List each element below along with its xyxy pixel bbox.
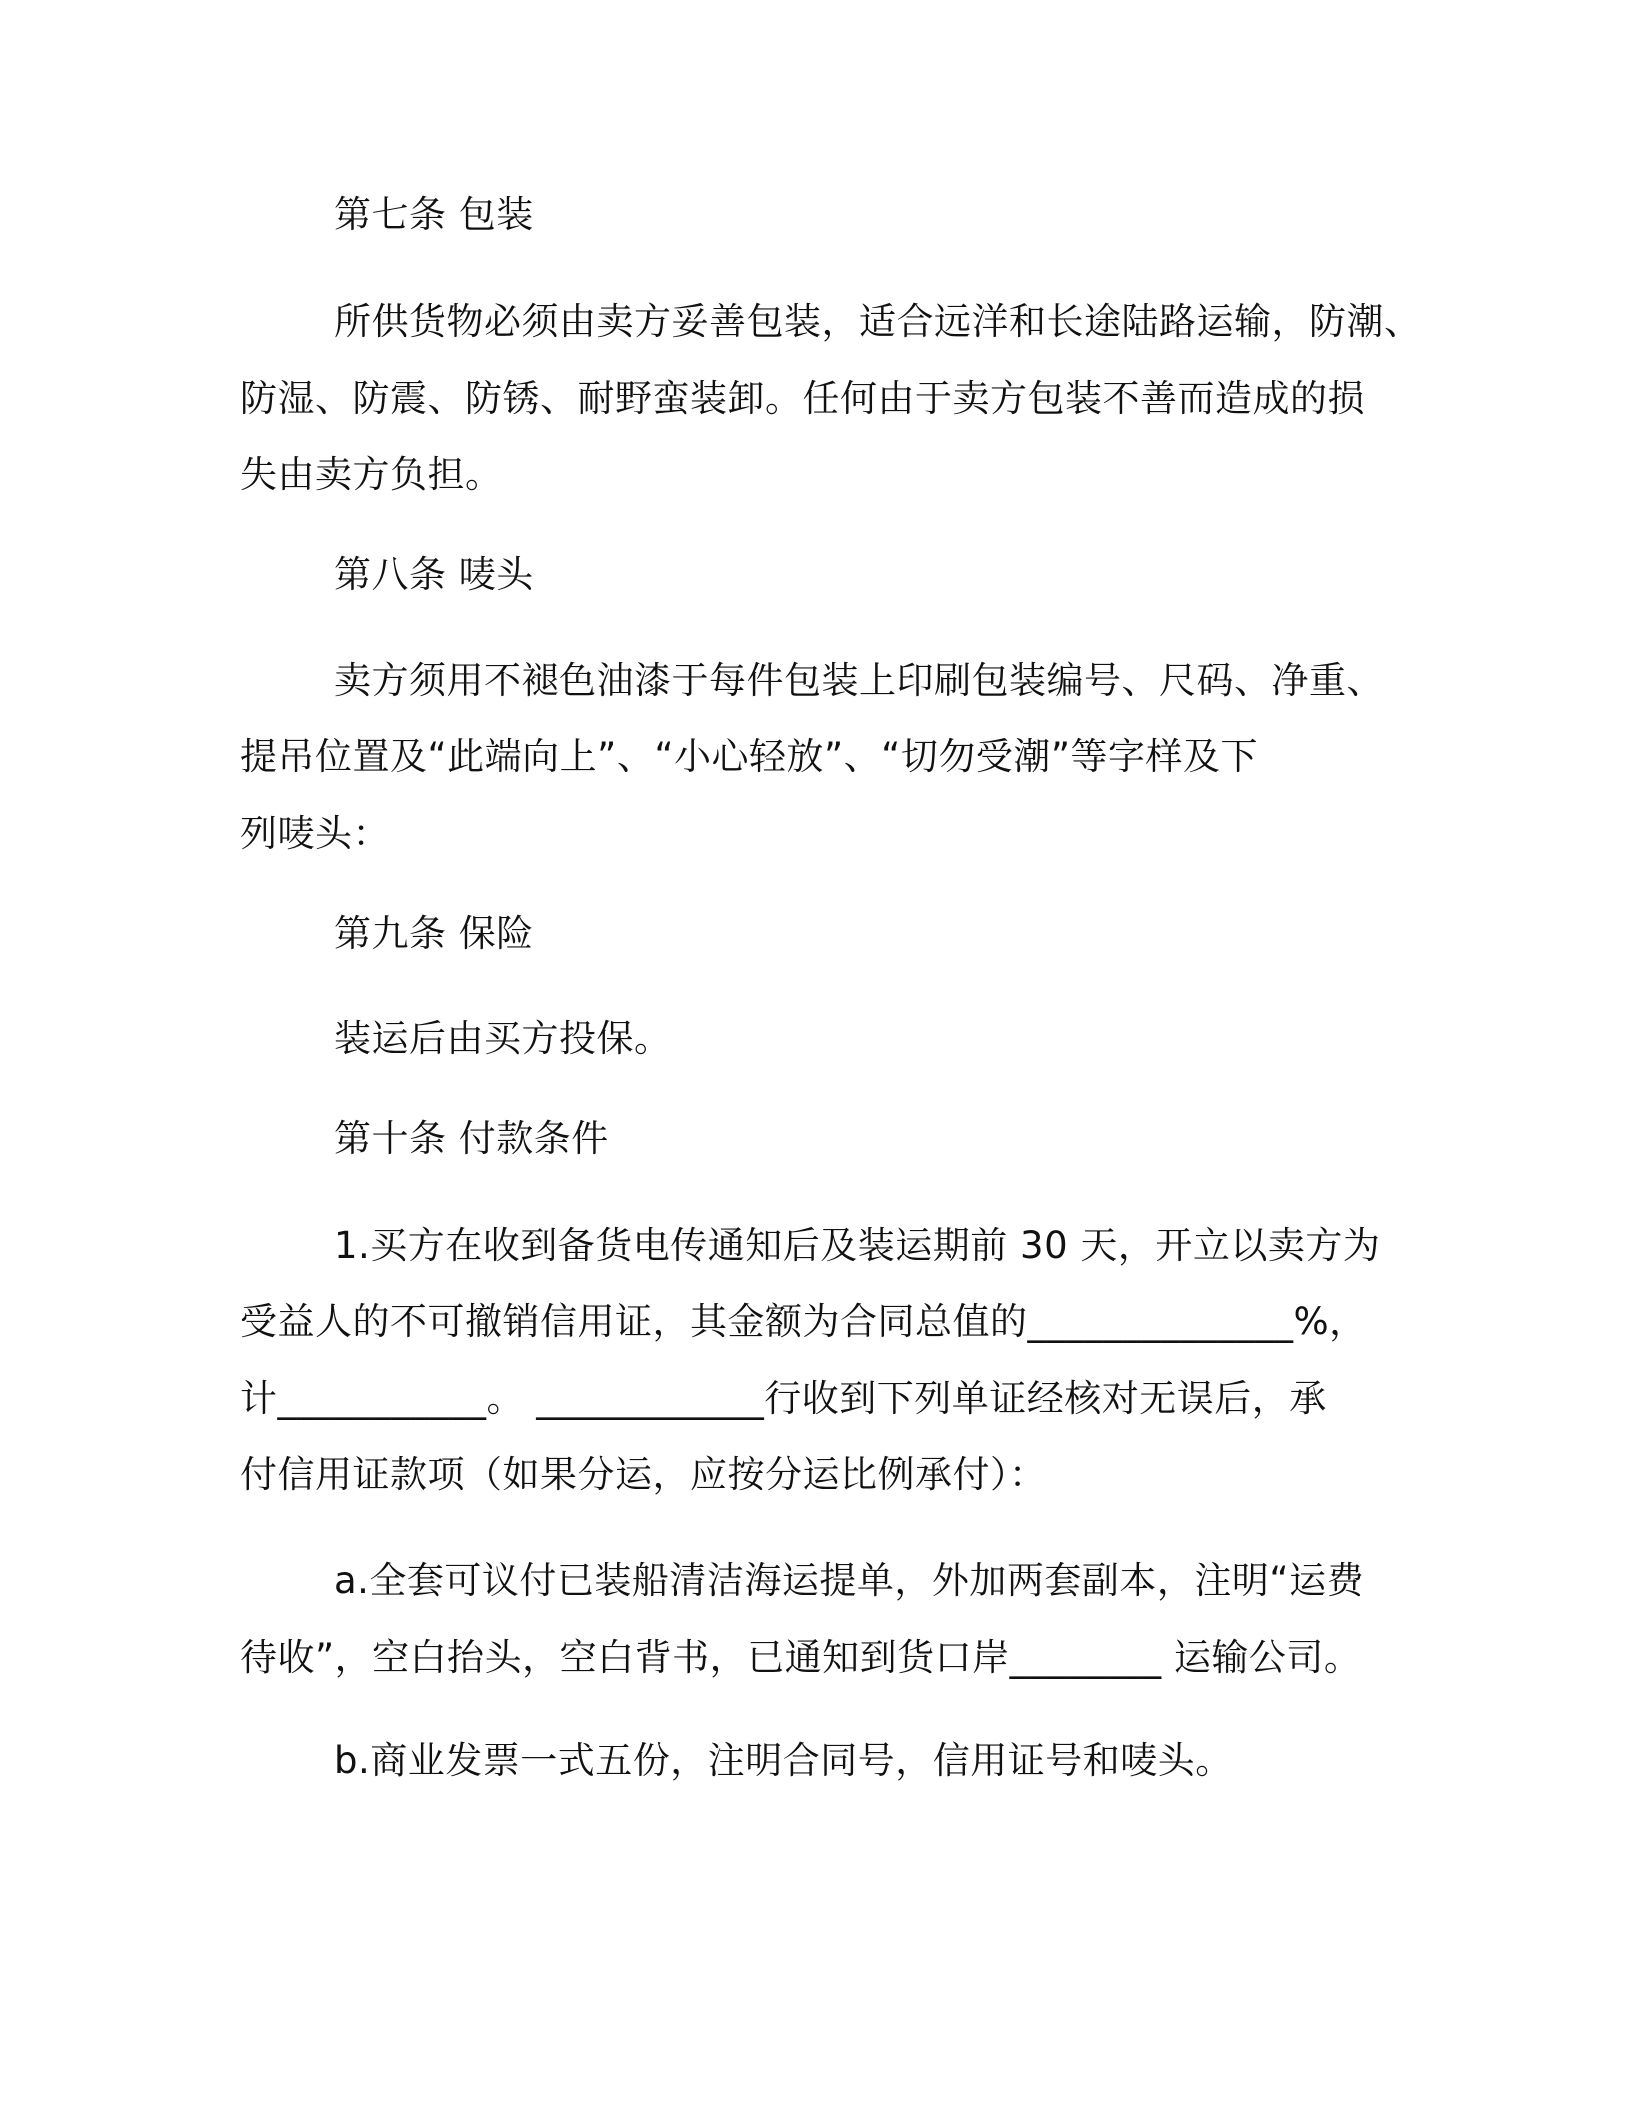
- section-heading-10: 第十条 付款条件: [334, 1117, 609, 1160]
- section-heading-7: 第七条 包装: [334, 193, 534, 236]
- section-heading-9: 第九条 保险: [334, 912, 534, 955]
- paragraph-line: 列唛头：: [240, 812, 390, 855]
- paragraph-line: 待收”，空白抬头，空白背书，已通知到货口岸________ 运输公司。: [240, 1636, 1362, 1679]
- paragraph-line: 卖方须用不褪色油漆于每件包装上印刷包装编号、尺码、净重、: [334, 659, 1384, 702]
- paragraph-line: 提吊位置及“此端向上”、“小心轻放”、“切勿受潮”等字样及下: [240, 735, 1259, 778]
- paragraph-line: 装运后由买方投保。: [334, 1017, 672, 1060]
- paragraph-line: b.商业发票一式五份，注明合同号，信用证号和唛头。: [334, 1739, 1233, 1782]
- paragraph-line: 受益人的不可撤销信用证，其金额为合同总值的______________%，: [240, 1300, 1367, 1343]
- paragraph-line: 1.买方在收到备货电传通知后及装运期前 30 天，开立以卖方为: [334, 1224, 1381, 1267]
- paragraph-line: a.全套可议付已装船清洁海运提单，外加两套副本，注明“运费: [334, 1559, 1365, 1602]
- paragraph-line: 防湿、防震、防锈、耐野蛮装卸。任何由于卖方包装不善而造成的损: [240, 377, 1365, 420]
- paragraph-line: 付信用证款项（如果分运，应按分运比例承付）：: [240, 1453, 1047, 1496]
- paragraph-line: 所供货物必须由卖方妥善包装，适合远洋和长途陆路运输，防潮、: [334, 300, 1422, 343]
- paragraph-line: 计___________。 ____________行收到下列单证经核对无误后，承: [240, 1377, 1327, 1420]
- section-heading-8: 第八条 唛头: [334, 553, 534, 596]
- paragraph-line: 失由卖方负担。: [240, 453, 503, 496]
